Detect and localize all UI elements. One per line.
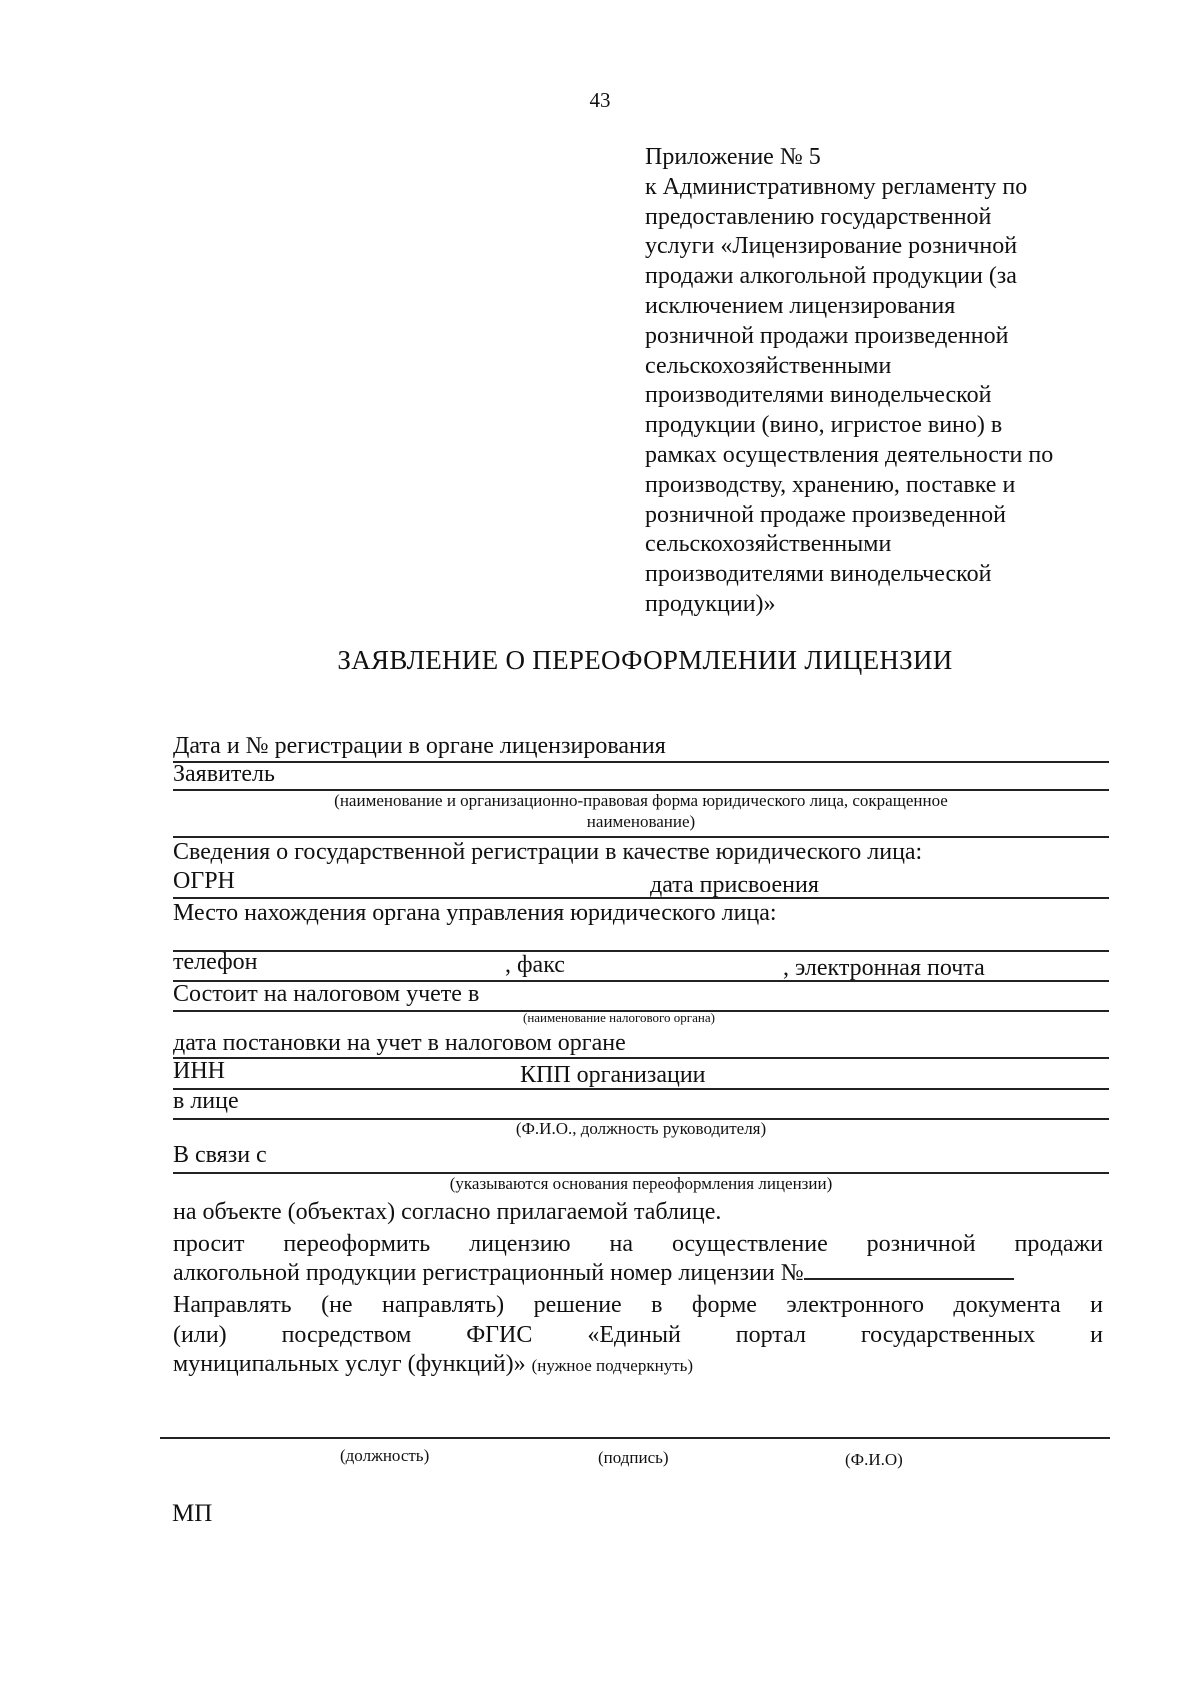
applicant-hint-2: наименование) <box>586 812 696 831</box>
fax-label: , факс <box>505 952 565 978</box>
appendix-line: сельскохозяйственными <box>645 352 892 379</box>
appendix-line: предоставлению государственной <box>645 203 992 230</box>
object-line: на объекте (объектах) согласно прилагаемой таблице. <box>173 1199 722 1225</box>
appendix-line: рамках осуществления деятельности по <box>645 441 1054 468</box>
page-number: 43 <box>589 88 611 112</box>
send-text: муниципальных услуг (функций)» <box>173 1351 526 1377</box>
stamp-label: МП <box>172 1500 213 1527</box>
license-number-blank[interactable] <box>804 1260 1014 1280</box>
reason-hint: (указываются основания переоформления лицензии) <box>449 1174 833 1193</box>
appendix-line: продукции)» <box>645 590 776 617</box>
location-label: Место нахождения органа управления юридического лица: <box>173 900 777 926</box>
appendix-line: услуги «Лицензирование розничной <box>645 233 1018 260</box>
person-label: в лице <box>173 1088 239 1114</box>
send-note: (нужное подчеркнуть) <box>531 1356 694 1375</box>
appendix-line: производителями винодельческой <box>645 382 992 409</box>
tax-reg-label: Состоит на налоговом учете в <box>173 981 480 1007</box>
location-line[interactable] <box>173 950 1109 952</box>
tax-date-label: дата постановки на учет в налоговом органе <box>173 1030 626 1056</box>
applicant-hint: (наименование и организационно-правовая форма юридического лица, сокращенное <box>334 791 948 810</box>
tax-date-line[interactable] <box>173 1057 1109 1059</box>
signature-name-hint: (Ф.И.О) <box>845 1450 903 1469</box>
kpp-label: КПП организации <box>520 1062 706 1088</box>
appendix-line: продажи алкогольной продукции (за <box>645 263 1017 290</box>
appendix-line: розничной продажи произведенной <box>645 322 1009 349</box>
appendix-line: исключением лицензирования <box>645 292 956 319</box>
appendix-line: Приложение № 5 <box>645 144 821 170</box>
applicant-label: Заявитель <box>173 761 275 787</box>
email-label: , электронная почта <box>783 955 985 981</box>
send-line-2: (или) посредством ФГИС «Единый портал государственных и <box>173 1322 1103 1348</box>
appendix-line: производству, хранению, поставке и <box>645 471 1016 498</box>
appendix-block <box>645 143 1165 620</box>
appendix-line: сельскохозяйственными <box>645 531 892 558</box>
tax-hint: (наименование налогового органа) <box>523 1010 715 1025</box>
signature-line[interactable] <box>160 1437 1110 1439</box>
ogrn-label: ОГРН <box>173 868 235 894</box>
send-line-3 <box>173 1350 693 1380</box>
reason-label: В связи с <box>173 1142 267 1168</box>
reg-date-label: Дата и № регистрации в органе лицензирования <box>173 733 666 759</box>
appendix-line: продукции (вино, игристое вино) в <box>645 412 1003 439</box>
assign-date-label: дата присвоения <box>650 872 819 898</box>
appendix-line: к Административному регламенту по <box>645 173 1028 200</box>
signature-position-hint: (должность) <box>340 1446 430 1465</box>
appendix-line: розничной продаже произведенной <box>645 501 1006 528</box>
person-hint: (Ф.И.О., должность руководителя) <box>515 1119 767 1138</box>
request-text: алкогольной продукции регистрационный номер лицензии № <box>173 1260 804 1286</box>
phone-label: телефон <box>173 949 258 975</box>
signature-sign-hint: (подпись) <box>598 1448 669 1467</box>
request-line-1: просит переоформить лицензию на осуществление розничной продажи <box>173 1231 1103 1257</box>
appendix-line: производителями винодельческой <box>645 561 992 588</box>
inn-kpp-line[interactable] <box>173 1088 1109 1090</box>
document-title: ЗАЯВЛЕНИЕ О ПЕРЕОФОРМЛЕНИИ ЛИЦЕНЗИИ <box>337 645 953 675</box>
reg-date-line[interactable] <box>173 761 1109 763</box>
request-line-2 <box>173 1259 1014 1287</box>
send-line-1: Направлять (не направлять) решение в форме электронного документа и <box>173 1292 1103 1318</box>
state-reg-label: Сведения о государственной регистрации в качестве юридического лица: <box>173 839 923 865</box>
inn-label: ИНН <box>173 1058 225 1084</box>
